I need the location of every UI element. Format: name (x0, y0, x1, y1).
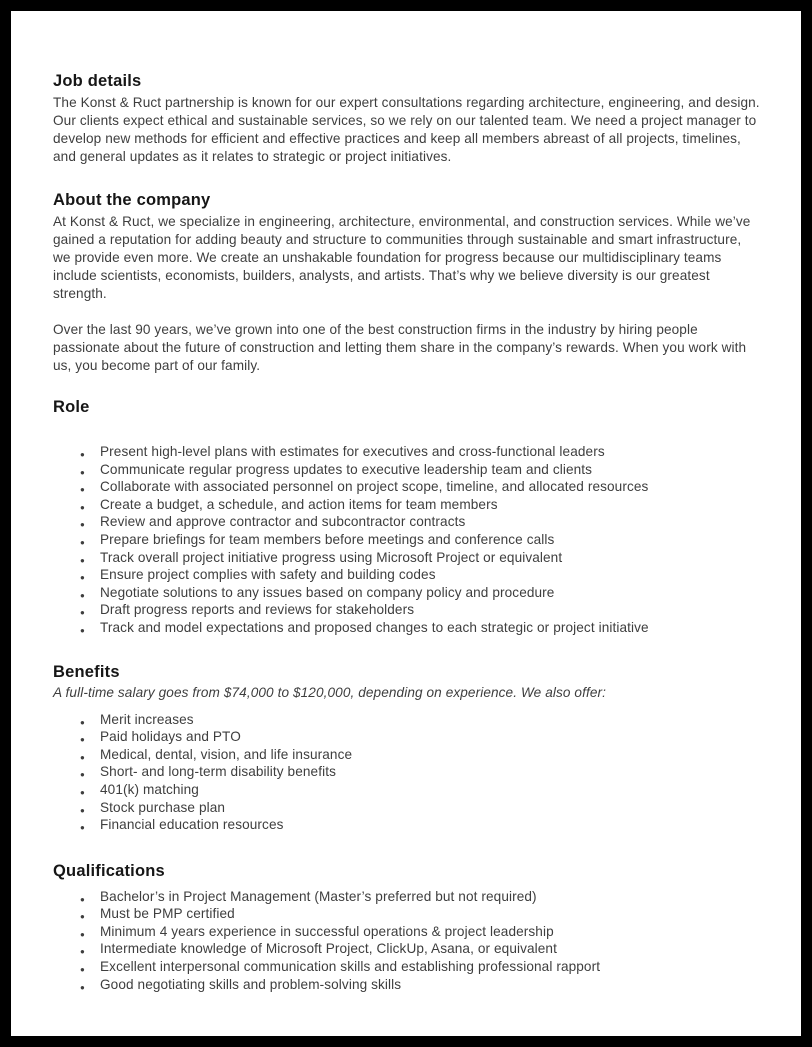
benefits-item: ● Merit increases (53, 711, 760, 729)
benefits-item: ● Medical, dental, vision, and life insurance (53, 746, 760, 764)
qualifications-item: ● Intermediate knowledge of Microsoft Project, ClickUp, Asana, or equivalent (53, 940, 760, 958)
qualifications-item: ● Good negotiating skills and problem-solving skills (53, 976, 760, 994)
role-item: ● Draft progress reports and reviews for stakeholders (53, 601, 760, 619)
benefits-item: ● Paid holidays and PTO (53, 728, 760, 746)
role-item: ● Review and approve contractor and subcontractor contracts (53, 513, 760, 531)
section-job-details (53, 71, 760, 166)
role-item: ● Track overall project initiative progress using Microsoft Project or equivalent (53, 549, 760, 567)
section-about-company (53, 190, 760, 375)
job-details-heading: Job details (53, 72, 142, 90)
role-item: ● Create a budget, a schedule, and action items for team members (53, 496, 760, 514)
benefits-heading: Benefits (53, 662, 120, 681)
qualifications-item: ● Minimum 4 years experience in successful operations & project leadership (53, 923, 760, 941)
role-heading: Role (53, 398, 90, 416)
job-details-paragraph: The Konst & Ruct partnership is known for our expert consultations regarding architecture, engineering, and design. Our clients expect ethical and sustainable services, so we rely on our talented team. We need a project manager to develop new methods for efficient and effective practices and keep all members abreast of all projects, timelines, and general updates as it relates to strategic or project initiatives. (53, 95, 760, 164)
role-item: ● Prepare briefings for team members before meetings and conference calls (53, 531, 760, 549)
benefits-salary-line: A full-time salary goes from $74,000 to $120,000, depending on experience. We also offer: (53, 684, 606, 700)
qualifications-heading: Qualifications (53, 861, 165, 880)
about-company-paragraph-2: Over the last 90 years, we’ve grown into one of the best construction firms in the industry by hiring people passionate about the future of construction and letting them share in the company’s rewards. When you work with us, you become part of our family. (53, 322, 747, 373)
role-item: ● Communicate regular progress updates to executive leadership team and clients (53, 461, 760, 479)
about-company-paragraph-1: At Konst & Ruct, we specialize in engineering, architecture, environmental, and construction services. While we’ve gained a reputation for adding beauty and structure to communities through sustainable and smart infrastructure, we provide even more. We create an unshakable foundation for progress because our multidisciplinary teams include scientists, economists, builders, analysts, and artists. That’s why we believe diversity is our greatest strength. (53, 214, 751, 301)
qualifications-item: ● Must be PMP certified (53, 905, 760, 923)
qualifications-item: ● Bachelor’s in Project Management (Master’s preferred but not required) (53, 888, 760, 906)
benefits-item: ● Financial education resources (53, 816, 760, 834)
role-item: ● Collaborate with associated personnel on project scope, timeline, and allocated resources (53, 478, 760, 496)
role-item: ● Present high-level plans with estimates for executives and cross-functional leaders (53, 443, 760, 461)
role-item: ● Track and model expectations and proposed changes to each strategic or project initiative (53, 619, 760, 637)
about-company-heading: About the company (53, 191, 211, 209)
benefits-bullet-list (53, 711, 760, 834)
section-benefits (53, 662, 760, 834)
benefits-item: ● 401(k) matching (53, 781, 760, 799)
role-item: ● Ensure project complies with safety and building codes (53, 566, 760, 584)
qualifications-bullet-list (53, 888, 760, 994)
qualifications-item: ● Excellent interpersonal communication skills and establishing professional rapport (53, 958, 760, 976)
benefits-item: ● Stock purchase plan (53, 799, 760, 817)
role-bullet-list (53, 443, 760, 637)
section-role (53, 397, 760, 637)
role-item: ● Negotiate solutions to any issues based on company policy and procedure (53, 584, 760, 602)
section-qualifications (53, 861, 760, 994)
benefits-item: ● Short- and long-term disability benefits (53, 763, 760, 781)
